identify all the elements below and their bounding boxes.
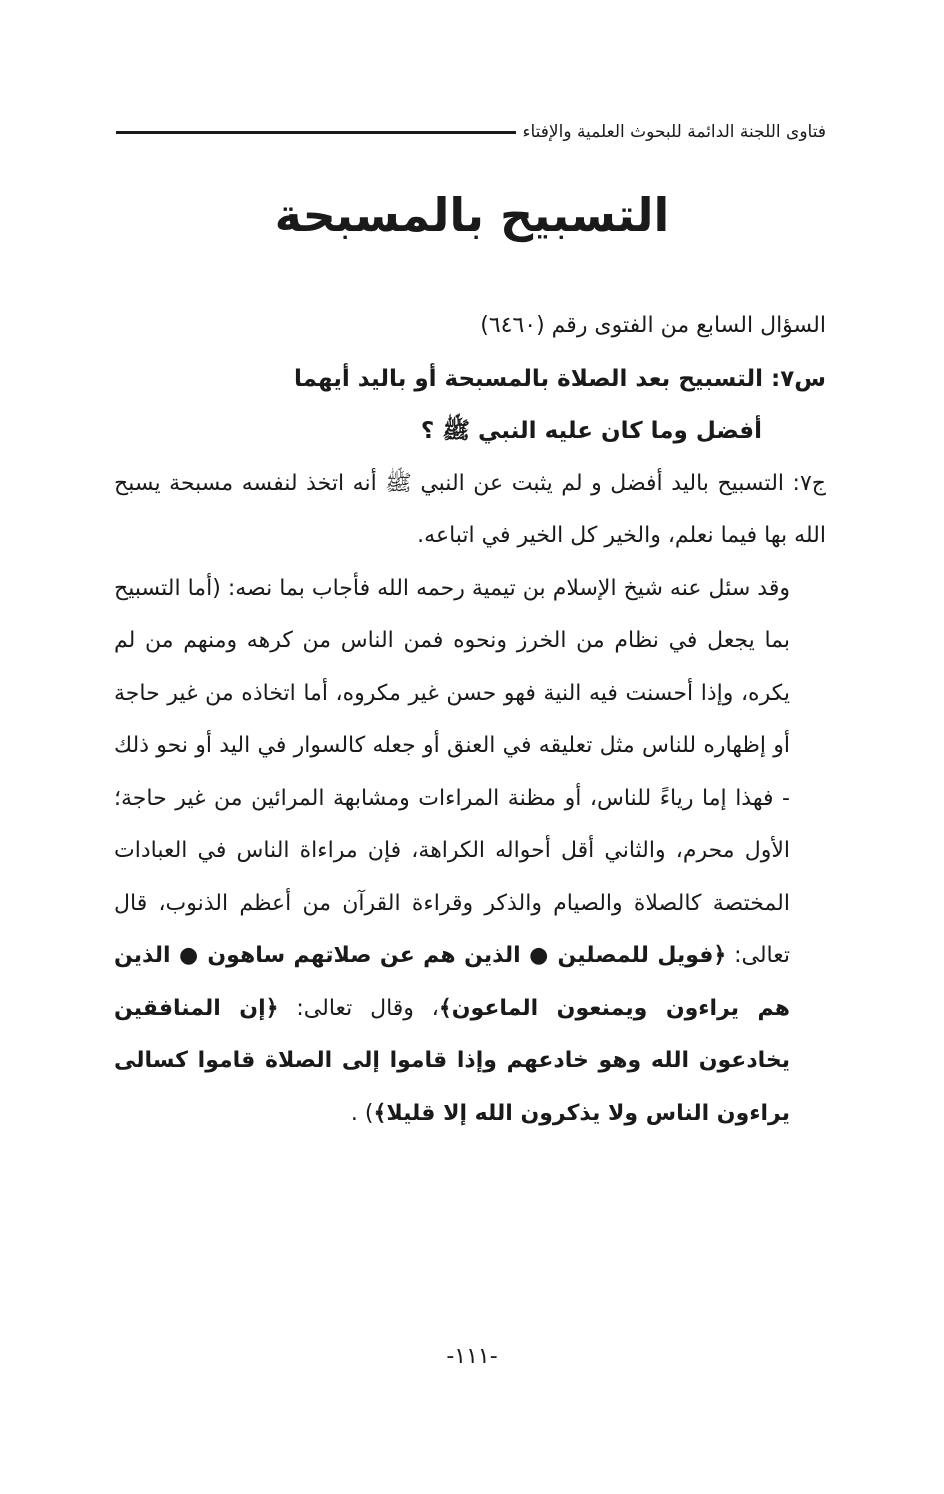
page-number: -١١١- <box>446 1344 498 1369</box>
question-line-2: أفضل وما كان عليه النبي ﷺ ؟ <box>420 418 762 444</box>
quran-verse-2: ﴿إن المنافقين يخادعون الله وهو خادعهم وإذا قاموا إلى الصلاة قاموا كسالى يراءون الناس ولا يذكرون الله إلا قليلا﴾ <box>114 995 790 1126</box>
quote-intro: وقد سئل عنه شيخ الإسلام بن تيمية رحمه الله فأجاب بما نصه: (أما التسبيح بما يجعل في نظام من الخرز ونحوه فمن الناس من كرهه ومنهم من لم يكره، وإذا أحسنت فيه النية فهو حسن غير مكروه، أما اتخاذه من غير حاجة أو إظهاره للناس مثل تعليقه في العنق أو جعله كالسوار في اليد أو نحو ذلك - فهذا إما رياءً للناس، أو مظنة المراءات ومشابهة المرائين من غير حاجة؛ الأول محرم، والثاني أقل أحواله الكراهة، فإن مراءاة الناس في العبادات المختصة كالصلاة والصيام والذكر وقراءة القرآن من أعظم الذنوب، قال تعالى: <box>114 575 790 968</box>
question-line-1: س٧: التسبيح بعد الصلاة بالمسبحة أو باليد أيهما <box>293 365 826 392</box>
quote-paragraph <box>114 563 826 1141</box>
header-rule <box>116 131 516 134</box>
quran-verse-1: ﴿فويل للمصلين ● الذين هم عن صلاتهم ساهون ● الذين هم يراءون ويمنعون الماعون﴾ <box>114 943 791 1021</box>
quote-between: ، وقال تعالى: <box>296 995 439 1021</box>
page-title: التسبيح بالمسبحة <box>274 188 670 242</box>
running-header <box>116 117 826 147</box>
running-header-title: فتاوى اللجنة الدائمة للبحوث العلمية والإفتاء <box>522 122 826 142</box>
answer-paragraph: ج٧: التسبيح باليد أفضل و لم يثبت عن النبي ﷺ أنه اتخذ لنفسه مسبحة يسبح الله بها فيما نعلم، والخير كل الخير في اتباعه. <box>114 470 826 548</box>
quote-closing: ) . <box>350 1100 374 1126</box>
source-line: السؤال السابع من الفتوى رقم (٦٤٦٠) <box>480 313 826 338</box>
fatwa-body <box>114 300 826 1140</box>
